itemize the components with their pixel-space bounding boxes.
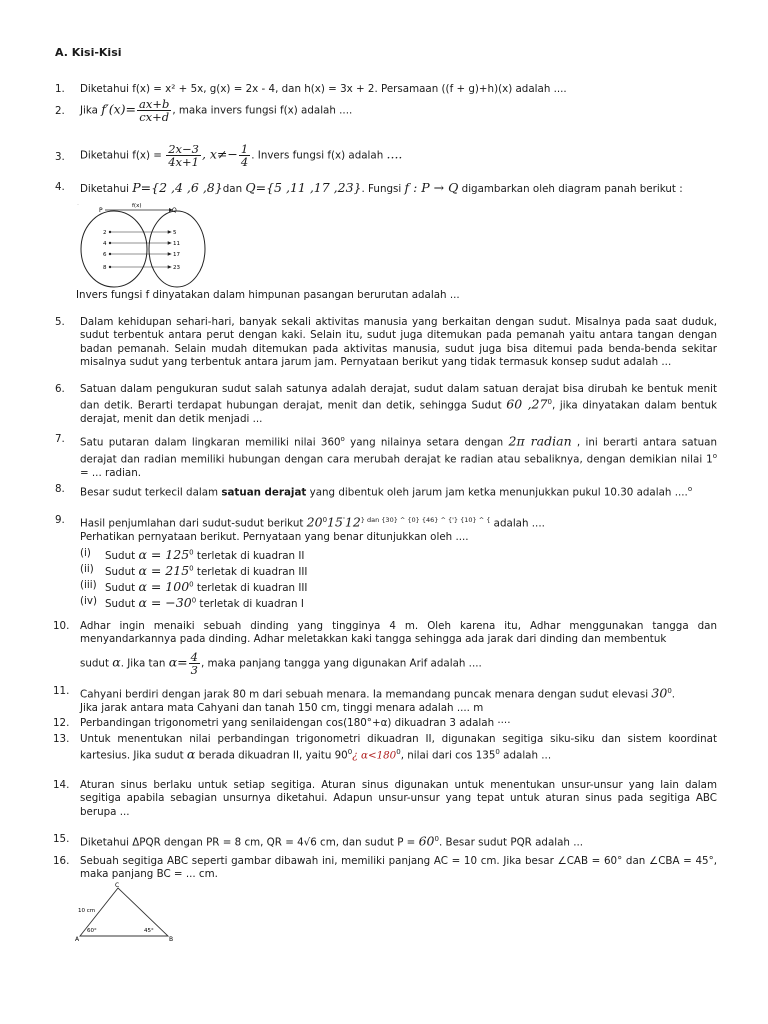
question-text: Besar sudut terkecil dalam [80,486,222,499]
ellipsis: .... [386,146,403,162]
set-q: Q={5 ,11 ,17 ,23} [245,180,362,195]
degree-symbol: o [340,435,345,443]
element: 4 [103,241,107,247]
question-text: yang dibentuk oleh jarum jam ketka menunjukkan pukul 10.30 adalah .... [306,486,688,499]
question-number: 5. [55,316,65,328]
question-text: Satuan dalam pengukuran sudut salah satunya adalah derajat, sudut dalam satuan derajat bisa dirubah ke bentuk menit dan detik. Berarti terdapat hubungan derajat, menit dan detik, sehingga Sudut [80,383,717,412]
function-label: f′(x)= [101,101,137,117]
question-text: Diketahui f(x) = x² + 5x, g(x) = 2x - 4, dan h(x) = 3x + 2. Persamaan ((f + g)+h)(x) adalah .... [80,83,567,95]
element: 17 [173,252,180,258]
diagram-label-f: f(x) [132,203,142,209]
question-text: , ini berarti antara satuan derajat dan radian memiliki hubungan dengan cara merubah derajat ke radian atau sebaliknya, dengan demikian nilai 1 [80,436,717,466]
angle-value: 20 [306,514,323,530]
left-elements [103,230,107,271]
question-number: 2. [55,105,65,117]
question-1 [55,83,717,96]
radian-value: 2π radian [508,433,572,449]
question-8 [55,483,717,500]
question-text: Perbandingan trigonometri yang senilaidengan cos(180°+α) dikuadran 3 adalah ···· [80,717,511,729]
question-10-continued: sudut α. Jika tan α= $\frac{4}{3}$ , maka panjang tangga yang digunakan Arif adalah .... [80,650,482,677]
question-number: 8. [55,483,65,495]
question-5 [55,316,717,370]
fraction: $\frac{4}{3}$ [190,650,198,677]
numerator: 1 [240,142,249,156]
question-2 [55,98,717,123]
angle-value: 12 [344,514,361,530]
element: 5 [173,230,177,236]
question-16 [55,855,717,882]
set-p-ellipse [81,211,147,287]
question-13: 13. Untuk menentukan nilai perbandingan trigonometri dikuadran II, digunakan segitiga siku-siku dan sistem koordinat kartesius. Jika sudut α berada dikuadran II, yaitu $90^0¿$ $\alpha<180^0$, nilai dari $\cos 135^0$ adalah ... [53,733,717,762]
question-text: dan [222,183,246,195]
question-number: 4. [55,181,65,193]
side-ac-label: 10 cm [78,908,96,914]
element: 23 [173,265,180,271]
element: 6 [103,252,107,258]
question-number: 3. [55,151,65,163]
question-number: 7. [55,433,65,445]
fraction [239,143,250,168]
set-p: P={2 ,4 ,6 ,8} [132,180,223,195]
question-number: 15. [53,833,70,845]
question-text: Diketahui f(x) = [80,149,166,162]
degree-symbol: 0 [547,398,552,407]
question-4-followup: Invers fungsi f dinyatakan dalam himpunan pasangan berurutan adalah ... [76,289,460,301]
garbled-markup: } dan {30} ^ {0} {46} ^ {'} {10} ^ { [360,516,491,524]
degree-symbol: o [687,485,693,493]
question-text: . Invers fungsi f(x) adalah [251,149,387,162]
question-number: 1. [55,83,65,95]
question-text: . Fungsi [361,183,405,195]
diagram-label-q: Q [172,207,177,214]
question-text: Sebuah segitiga ABC seperti gambar dibawah ini, memiliki panjang AC = 10 cm. Jika besar ∠CAB = 60° dan ∠CBA = 45°, maka panjang BC = ... cm. [80,855,717,881]
question-text: Satu putaran dalam lingkaran memiliki nilai 360 [80,436,341,449]
statement-item: (i) Sudut $\alpha = 125^0$ terletak di kuadran II [80,547,305,562]
diagram-label-p: P [99,207,103,214]
vertex-b: B [169,936,174,942]
question-number: 11. [53,685,70,697]
right-elements [173,230,180,271]
question-number: 9. [55,514,65,526]
vertex-c: C [115,882,120,889]
question-text: , maka invers fungsi f(x) adalah .... [172,104,353,117]
mapping-lines [109,231,171,269]
condition: , x≠− [201,146,238,162]
question-7 [55,433,717,480]
question-text: Adhar ingin menaiki sebuah dinding yang tingginya 4 m. Oleh karena itu, Adhar menggunakan tangga dan menyandarkannya pada dinding. Adhar meletakkan kaki tangga sehingga ada jarak dari dinding dan membentuk [80,620,717,646]
question-text: , jika dinyatakan dalam bentuk derajat, menit dan detik menjadi ... [80,399,717,426]
question-number: 14. [53,779,70,791]
statement-item: (ii) Sudut $\alpha = 215^0$ terletak di kuadran III [80,563,308,578]
denominator: cx+d [139,110,170,124]
question-15: 15. Diketahui ΔPQR dengan PR = 8 cm, QR = 4√6 cm, dan sudut $P = 60^0$. Besar sudut PQR adalah ... [53,833,584,849]
question-6 [55,383,717,427]
denominator: 4 [240,155,249,169]
degree-symbol: o [712,451,717,460]
angle-value: 15 [327,514,343,530]
question-4 [55,181,717,196]
question-text: Diketahui [80,183,133,195]
question-9-prompt: Perhatikan pernyataan berikut. Pernyataan yang benar ditunjukkan oleh .... [80,531,469,543]
element: 2 [103,230,107,236]
question-number: 6. [55,383,65,395]
question-3 [55,143,717,168]
question-text: = ... radian. [80,466,142,479]
question-number: 10. [53,620,70,632]
element: 8 [103,265,107,271]
function-notation: f : P → Q [404,180,459,195]
angle-b-label: 45° [144,928,154,934]
section-heading: A. Kisi-Kisi [55,46,122,59]
statement-item: (iv) Sudut $\alpha = -30^0$ terletak di kuadran I [80,595,304,610]
svg-text:··: ·· [77,202,79,206]
numerator: 2x−3 [168,142,199,156]
question-14 [55,779,717,819]
triangle-diagram [74,882,174,942]
question-number: 12. [53,717,70,729]
minute-symbol: ' [342,516,345,524]
angle-value: 60 ,27 [506,396,548,412]
statement-list [80,547,480,611]
denominator: 4x+1 [168,155,199,169]
degree-symbol: 0 [322,516,328,524]
statement-item: (iii) Sudut $\alpha = 100^0$ terletak di kuadran III [80,579,308,594]
question-text: Aturan sinus berlaku untuk setiap segitiga. Aturan sinus digunakan untuk menentukan unsur-unsur yang lain dalam segitiga apabila sebagian unsurnya diketahui. Adapun unsur-unsur yang tepat untuk aturan sinus pada segitiga ABC berupa ... [80,779,717,818]
question-10 [55,620,717,647]
vertex-a: A [75,936,80,942]
question-text: Dalam kehidupan sehari-hari, banyak sekali aktivitas manusia yang berkaitan dengan sudut. Misalnya pada saat duduk, sudut terbentuk antara perut dengan kaki. Selain itu, sudut juga ditemukan pada pemanah yaitu antara tangan dengan badan pemanah. Selain mudah ditemukan pada aktivitas manusia, sudut juga bisa ditemui pada benda-benda sekitar misalnya sudut yang terbentuk antara jarum jam. Pernyataan berikut yang tidak termasuk konsep sudut adalah ... [80,316,717,369]
question-text: Jika [80,104,102,117]
element: 11 [173,241,180,247]
question-number: 13. [53,733,70,745]
bold-text: satuan derajat [221,486,307,499]
question-text: Hasil penjumlahan dari sudut-sudut berikut [80,517,307,530]
angle-a-label: 60° [87,928,97,934]
fraction [166,143,201,168]
set-q-ellipse [149,211,205,287]
question-number: 16. [53,855,70,867]
question-text: adalah .... [490,517,545,530]
question-9 [55,514,717,531]
question-text: digambarkan oleh diagram panah berikut : [458,183,683,195]
question-text: yang nilainya setara dengan [344,436,509,449]
fraction [137,98,171,123]
question-11: 11. Cahyani berdiri dengan jarak 80 m dari sebuah menara. Ia memandang puncak menara dengan sudut elevasi $30^0$. Jika jarak antara mata Cahyani dan tanah 150 cm, tinggi menara adalah .... m [53,685,676,714]
numerator: ax+b [139,97,170,111]
question-12 [55,717,717,730]
arrow-diagram [75,198,215,290]
